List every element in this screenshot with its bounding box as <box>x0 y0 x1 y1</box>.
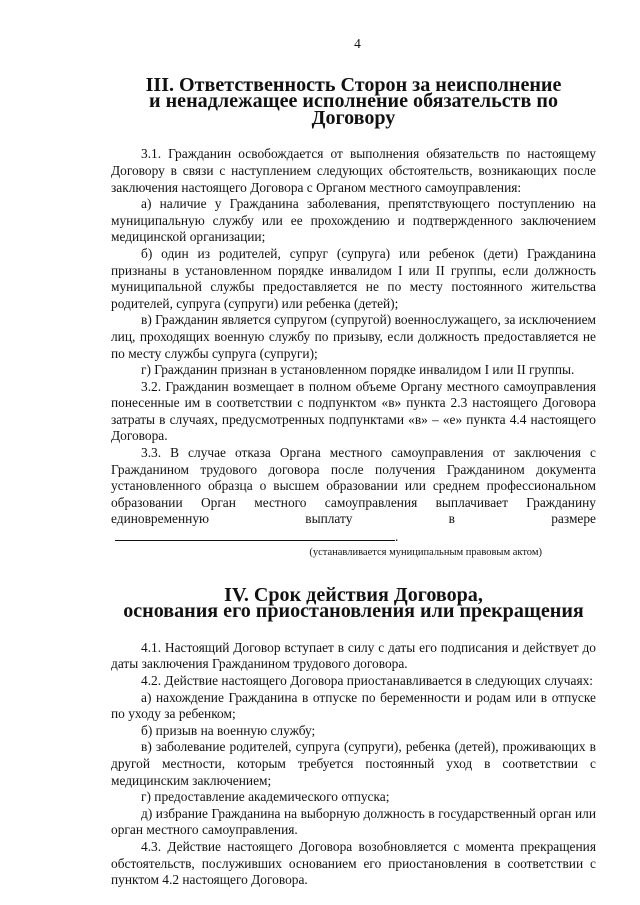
paragraph-3-1-v: в) Гражданин является супругом (супругой) военнослужащего, за исключением лиц, проходящих военную службу по призыву, если должность предоставляется не по месту службы супруга (супруги); <box>111 312 596 361</box>
payment-amount-blank <box>115 528 395 541</box>
section-4-heading-line-1: IV. Срок действия Договора, <box>224 583 483 606</box>
paragraph-3-1-g: г) Гражданин признан в установленном порядке инвалидом I или II группы. <box>141 362 575 378</box>
paragraph-4-1: 4.1. Настоящий Договор вступает в силу с даты его подписания и действует до даты заключения Гражданином трудового договора. <box>111 639 596 672</box>
paragraph-3-3-text: 3.3. В случае отказа Органа местного самоуправления от заключения с Гражданином трудового договора после получения Гражданином документа установленного образца о высшем образовании или среднем профессиональном образовании Орган местного самоуправления выплачивает Гражданину единовременную выплату в размере <box>111 445 596 527</box>
paragraph-4-2-b: б) призыв на военную службу; <box>141 722 316 738</box>
paragraph-4-2-d: д) избрание Гражданина на выборную должность в государственный орган или орган местного самоуправления. <box>111 805 596 838</box>
paragraph-4-3: 4.3. Действие настоящего Договора возобновляется с момента прекращения обстоятельств, послуживших основанием его приостановления в соответствии с пунктом 4.2 настоящего Договора. <box>111 838 596 888</box>
paragraph-3-1: 3.1. Гражданин освобождается от выполнения обязательств по настоящему Договору в связи с наступлением следующих обстоятельств, возникающих после заключения настоящего Договора с Органом местного самоуправления: <box>111 146 596 195</box>
paragraph-3-1-a: а) наличие у Гражданина заболевания, препятствующего поступлению на муниципальную службу или ее прохождению и подтвержденного заключением медицинской организации; <box>111 196 596 245</box>
paragraph-4-2-a: а) нахождение Гражданина в отпуске по беременности и родам или в отпуске по уходу за ребенком; <box>111 689 596 722</box>
section-4-heading-line-2: основания его приостановления или прекращения <box>123 600 584 623</box>
section-3-heading-line-1: III. Ответственность Сторон за неисполнение <box>145 73 562 96</box>
section-3-heading <box>111 73 596 129</box>
page-number: 4 <box>354 36 361 51</box>
paragraph-3-2: 3.2. Гражданин возмещает в полном объеме Органу местного самоуправления понесенные им в соответствии с подпунктом «в» пункта 2.3 настоящего Договора затраты в случаях, предусмотренных подпунктами «в» – «е» пункта 4.4 настоящего Договора. <box>111 378 596 444</box>
section-4-body <box>111 640 596 889</box>
section-3-heading-line-2: и ненадлежащее исполнение обязательств по Договору <box>149 90 558 129</box>
paragraph-3-3 <box>111 445 596 546</box>
section-4-heading <box>111 583 596 623</box>
paragraph-4-2: 4.2. Действие настоящего Договора приостанавливается в следующих случаях: <box>141 673 594 688</box>
paragraph-4-2-v: в) заболевание родителей, супруга (супруги), ребенка (детей), проживающих в другой местности, которым требуется постоянный уход в соответствии с медицинским заключением; <box>111 739 596 788</box>
paragraph-3-1-b: б) один из родителей, супруг (супруга) или ребенок (дети) Гражданина признаны в установленном порядке инвалидом I или II группы, если должность муниципальной службы предоставляется не по месту постоянного жительства родителей, супруга (супруги) или ребенка (детей); <box>111 245 596 311</box>
paragraph-4-2-g: г) предоставление академического отпуска; <box>141 789 390 805</box>
payment-amount-footnote: (устанавливается муниципальным правовым актом) <box>309 546 542 558</box>
paragraph-3-3-end: . <box>395 529 399 545</box>
section-3-body <box>111 146 596 558</box>
section-spacer <box>111 559 596 587</box>
